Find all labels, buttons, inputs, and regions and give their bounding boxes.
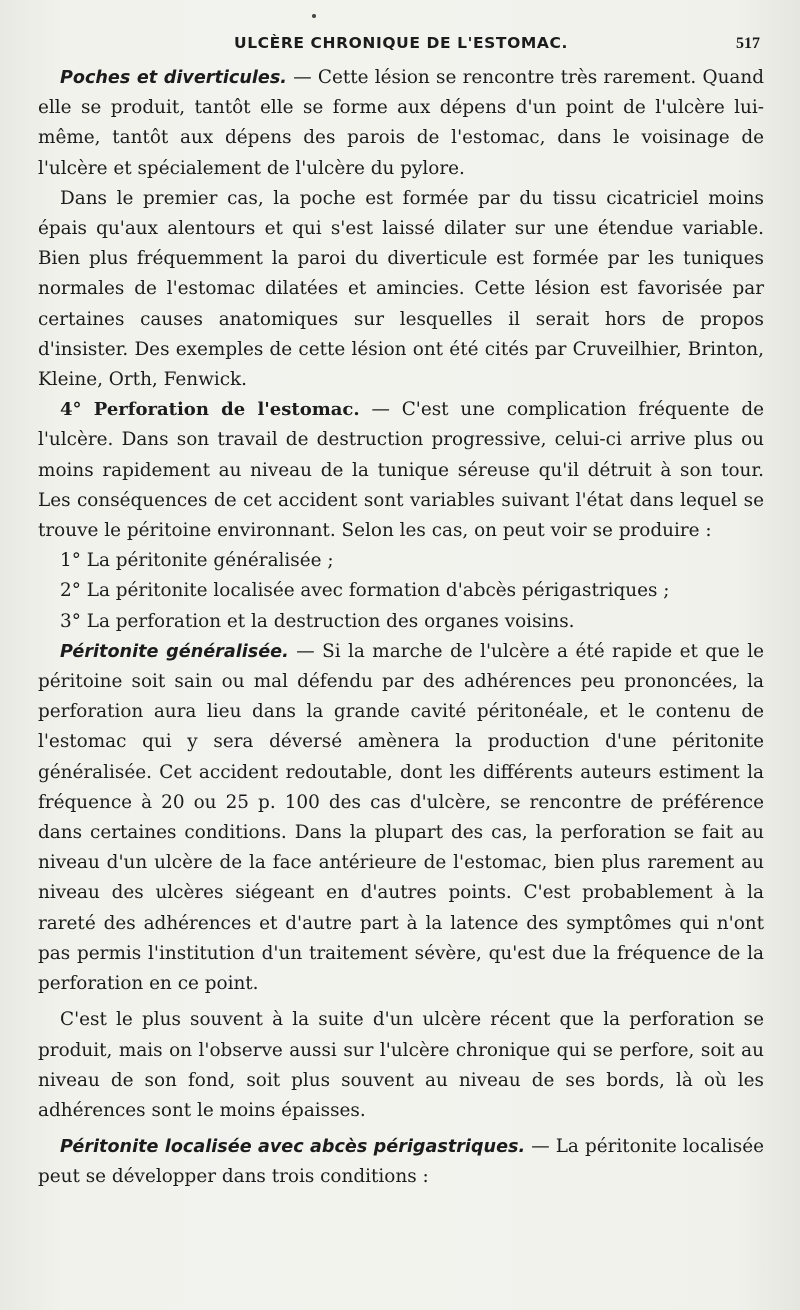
section-heading-peritonite-generalisee: Péritonite généralisée. [60, 641, 289, 662]
paragraph-text: — La péritonite localisée peut se développer dans trois conditions : [38, 1136, 764, 1188]
paragraph-peritonite-localisee [38, 1132, 764, 1192]
page-number: 517 [736, 35, 760, 52]
section-heading-perforation: 4° Perforation de l'estomac. [60, 399, 360, 421]
paragraph-ulcere-recent: C'est le plus souvent à la suite d'un ulcère récent que la perforation se produit, mais on l'observe aussi sur l'ulcère chronique qui se perfore, soit au niveau de son fond, soit plus souvent au niveau de ses bords, là où les adhérences sont le moins épaisses. [38, 1009, 764, 1121]
running-title: ULCÈRE CHRONIQUE DE L'ESTOMAC. [234, 34, 568, 52]
paragraph-poches [38, 63, 764, 184]
list-item: 2° La péritonite localisée avec formation d'abcès périgastriques ; [60, 580, 670, 602]
paragraph-peritonite-generalisee [38, 637, 764, 999]
paragraph-text: — C'est une complication fréquente de l'ulcère. Dans son travail de destruction progressive, celui-ci arrive plus ou moins rapidement au niveau de la tunique séreuse qu'il détruit à son tour. Les conséquences de cet accident sont variables suivant l'état dans lequel se trouve le péritoine environnant. Selon les cas, on peut voir se produire : [38, 399, 764, 542]
running-head [38, 30, 764, 54]
section-heading-poches: Poches et diverticules. [60, 68, 287, 88]
body-text [38, 63, 764, 1193]
list-item: 3° La perforation et la destruction des organes voisins. [60, 610, 575, 632]
paragraph-premier-cas: Dans le premier cas, la poche est formée par du tissu cicatriciel moins épais qu'aux alentours et qui s'est laissé dilater sur une étendue variable. Bien plus fréquemment la paroi du diverticule est formée par les tuniques normales de l'estomac dilatées et amincies. Cette lésion est favorisée par certaines causes anatomiques sur lesquelles il serait hors de propos d'insister. Des exemples de cette lésion ont été cités par Cruveilhier, Brinton, Kleine, Orth, Fenwick. [38, 187, 764, 391]
paragraph-text: — Si la marche de l'ulcère a été rapide et que le péritoine soit sain ou mal défendu par des adhérences peu prononcées, la perforation aura lieu dans la grande cavité péritonéale, et le contenu de l'estomac qui y sera déversé amènera la production d'une péritonite généralisée. Cet accident redoutable, dont les différents auteurs estiment la fréquence à 20 ou 25 p. 100 des cas d'ulcère, se rencontre de préférence dans certaines conditions. Dans la plupart des cas, la perforation se fait au niveau d'un ulcère de la face antérieure de l'estomac, bien plus rarement au niveau des ulcères siégeant en d'autres points. C'est probablement à la rareté des adhérences et d'autre part à la latence des symptômes qui n'ont pas permis l'institution d'un traitement sévère, qu'est due la fréquence de la perforation en ce point. [38, 640, 765, 995]
list-item: 1° La péritonite généralisée ; [60, 550, 334, 572]
paragraph-perforation [38, 395, 764, 546]
ink-speck [312, 14, 316, 18]
paragraph-text: — Cette lésion se rencontre très rarement. Quand elle se produit, tantôt elle se forme aux dépens d'un point de l'ulcère lui-même, tantôt aux dépens des parois de l'estomac, dans le voisinage de l'ulcère et spécialement de l'ulcère du pylore. [38, 67, 764, 179]
section-heading-peritonite-localisee: Péritonite localisée avec abcès périgastriques. [60, 1137, 526, 1158]
